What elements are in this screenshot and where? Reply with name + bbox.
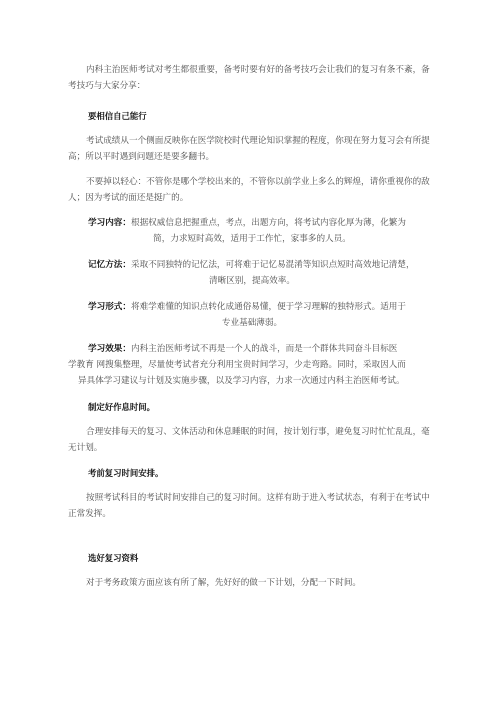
study-form-label: 学习形式：: [88, 302, 131, 312]
section-materials-paragraph: 对于考务政策方面应该有所了解，先好好的做一下计划，分配一下时间。: [86, 578, 362, 588]
intro-paragraph: 内科主治医师考试对考生都很重要，备考时要有好的备考技巧会让我们的复习有条不紊，备考技巧与大家分享：: [68, 65, 430, 91]
memory-method-item: [68, 257, 436, 273]
study-form-item: [68, 299, 436, 315]
document-page: [68, 62, 436, 591]
study-effect-item: [68, 341, 436, 357]
study-effect-text-2: 学教育 网搜集整理，尽量使考试者充分利用宝贵时间学习，少走弯路。同时，采取因人而: [68, 360, 406, 370]
study-effect-text-3: 异具体学习建议与计划及实施步骤，以及学习内容，力求一次通过内科主治医师考试。: [78, 376, 405, 386]
section-exam-timing-paragraph: 按照考试科目的考试时间安排自己的复习时间。这样有助于进入考试状态，有利于在考试中正常发挥。: [68, 493, 430, 519]
section-confidence-paragraph-2: 不要掉以轻心：不管你是哪个学校出来的，不管你以前学业上多么的辉煌，请你重视你的敌人；因为考试的面还是挺广的。: [68, 177, 430, 203]
section-heading-schedule: 制定好作息时间。: [88, 402, 155, 412]
memory-method-text-1: 采取不同独特的记忆法，可将难于记忆易混淆等知识点短时高效地记清楚，: [130, 260, 415, 270]
study-content-item: [68, 215, 436, 231]
section-confidence-paragraph-1: 考试成绩从一个侧面反映你在医学院校时代理论知识掌握的程度，你现在努力复习会有所提高；所以平时遇到问题还是要多翻书。: [68, 136, 430, 162]
study-form-continuation: 专业基础薄弱。: [221, 318, 283, 328]
study-effect-label: 学习效果：: [88, 344, 131, 354]
section-heading-exam-timing: 考前复习时间安排。: [88, 468, 164, 478]
memory-method-label: 记忆方法：: [88, 260, 131, 270]
section-heading-materials: 选好复习资料: [88, 553, 139, 563]
study-content-continuation: 简，力求短时高效，适用于工作忙，家事多的人员。: [153, 234, 351, 244]
study-content-text-1: 根据权威信息把握重点，考点，出题方向，将考试内容化厚为薄，化繁为: [130, 218, 406, 228]
study-form-text-1: 将难学难懂的知识点转化成通俗易懂，便于学习理解的独特形式。适用于: [130, 302, 406, 312]
study-content-label: 学习内容：: [88, 218, 131, 228]
section-schedule-paragraph: 合理安排每天的复习、文体活动和休息睡眠的时间，按计划行事，避免复习时忙忙乱乱，毫无计划。: [68, 427, 430, 453]
memory-method-continuation: 清晰区别，提高效率。: [209, 276, 295, 286]
section-heading-confidence: 要相信自己能行: [88, 111, 147, 121]
study-effect-text-1: 内科主治医师考试不再是一个人的战斗，而是一个群体共同奋斗目标医: [130, 344, 398, 354]
